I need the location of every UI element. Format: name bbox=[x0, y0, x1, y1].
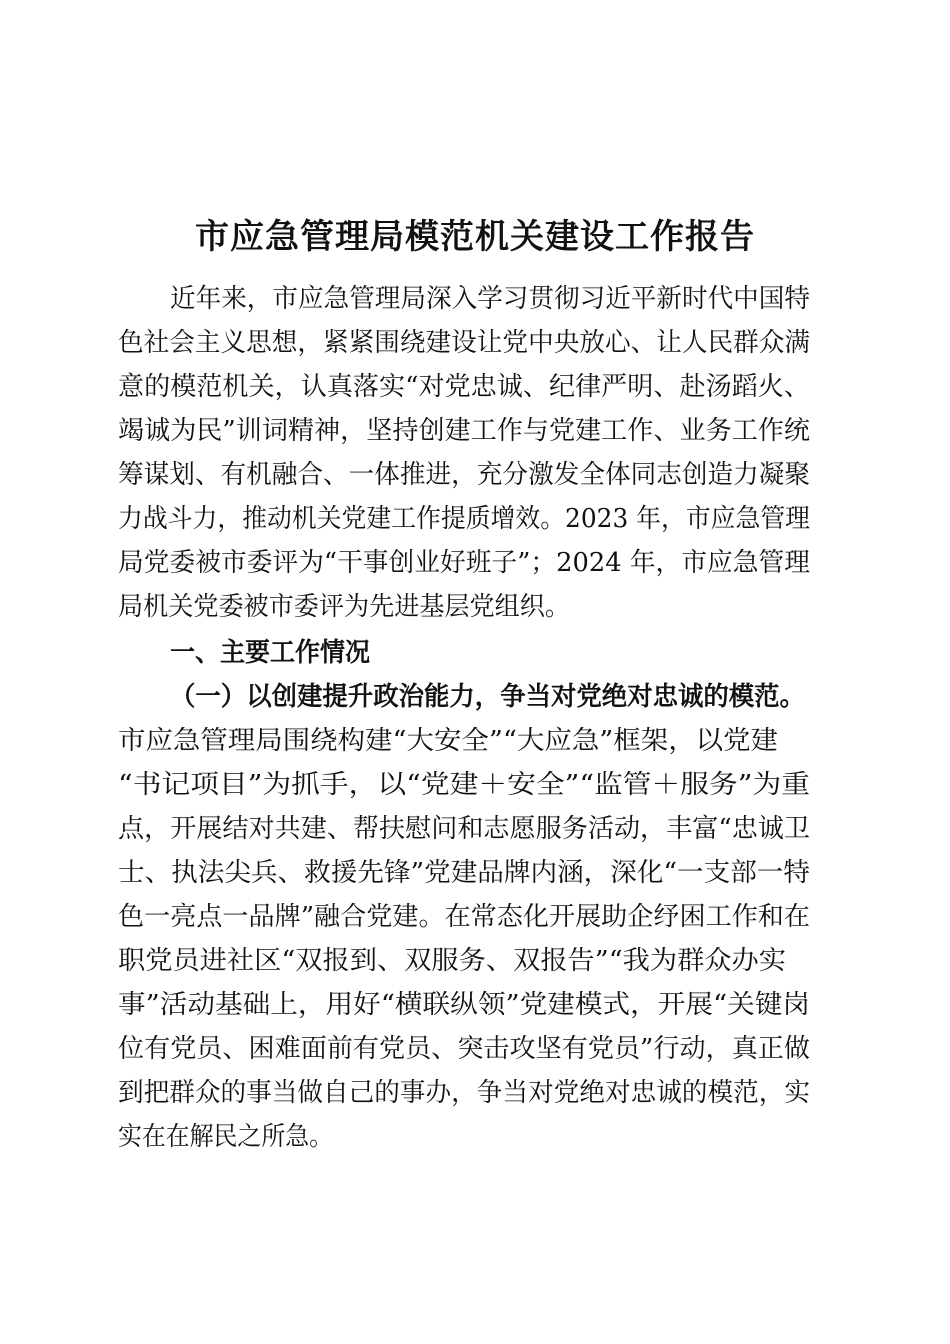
line-text: 位有党员、困难面前有党员、突击攻坚有党员”行动，真正做 bbox=[118, 1034, 811, 1064]
paragraph-line bbox=[0, 499, 950, 539]
line-text: 力战斗力，推动机关党建工作提质增效。2023 年，市应急管理 bbox=[118, 504, 810, 534]
line-text: 市应急管理局围绕构建“大安全”“大应急”框架，以党建 bbox=[118, 726, 778, 756]
paragraph-line bbox=[0, 853, 950, 893]
paragraph-line bbox=[0, 543, 950, 583]
line-text: 局机关党委被市委评为先进基层党组织。 bbox=[118, 592, 570, 622]
paragraph-line bbox=[0, 1073, 950, 1113]
line-text: 点，开展结对共建、帮扶慰问和志愿服务活动，丰富“忠诚卫 bbox=[118, 814, 811, 844]
paragraph-line bbox=[0, 323, 950, 363]
paragraph-line bbox=[0, 1029, 950, 1069]
line-text: 事”活动基础上，用好“横联纵领”党建模式，开展“关键岗 bbox=[118, 990, 810, 1020]
paragraph-line bbox=[0, 809, 950, 849]
line-text: 局党委被市委评为“干事创业好班子”；2024 年，市应急管理 bbox=[118, 548, 810, 578]
subsection-heading-text: （一）以创建提升政治能力，争当对党绝对忠诚的模范。 bbox=[170, 682, 805, 712]
line-text: 意的模范机关，认真落实“对党忠诚、纪律严明、赴汤蹈火、 bbox=[118, 372, 811, 402]
line-text: 色社会主义思想，紧紧围绕建设让党中央放心、让人民群众满 bbox=[118, 328, 810, 358]
document-title: 市应急管理局模范机关建设工作报告 bbox=[195, 217, 755, 257]
paragraph-line bbox=[0, 587, 950, 627]
paragraph-line bbox=[0, 897, 950, 937]
paragraph-line bbox=[0, 455, 950, 495]
line-text: 职党员进社区“双报到、双服务、双报告”“我为群众办实 bbox=[118, 946, 786, 976]
line-text: 士、执法尖兵、救援先锋”党建品牌内涵，深化“一支部一特 bbox=[118, 858, 810, 888]
section-heading bbox=[0, 633, 950, 673]
subsection-heading bbox=[0, 677, 950, 717]
line-text: 到把群众的事当做自己的事办，争当对党绝对忠诚的模范，实 bbox=[118, 1078, 810, 1108]
paragraph-line bbox=[0, 411, 950, 451]
line-text: 实在在解民之所急。 bbox=[118, 1122, 333, 1152]
line-text: 色一亮点一品牌”融合党建。在常态化开展助企纾困工作和在 bbox=[118, 902, 811, 932]
paragraph-line bbox=[0, 721, 950, 761]
paragraph-line bbox=[0, 985, 950, 1025]
paragraph-line bbox=[0, 765, 950, 805]
paragraph-line bbox=[0, 941, 950, 981]
paragraph-line bbox=[0, 367, 950, 407]
line-text: 筹谋划、有机融合、一体推进，充分激发全体同志创造力凝聚 bbox=[118, 460, 810, 490]
section-heading-text: 一、主要工作情况 bbox=[170, 638, 370, 668]
line-text: 近年来，市应急管理局深入学习贯彻习近平新时代中国特 bbox=[170, 284, 810, 314]
line-text: 竭诚为民”训词精神，坚持创建工作与党建工作、业务工作统 bbox=[118, 416, 811, 446]
line-text: “书记项目”为抓手，以“党建＋安全”“监管＋服务”为重 bbox=[118, 770, 810, 800]
paragraph-line bbox=[0, 1117, 950, 1157]
paragraph-line bbox=[0, 279, 950, 319]
